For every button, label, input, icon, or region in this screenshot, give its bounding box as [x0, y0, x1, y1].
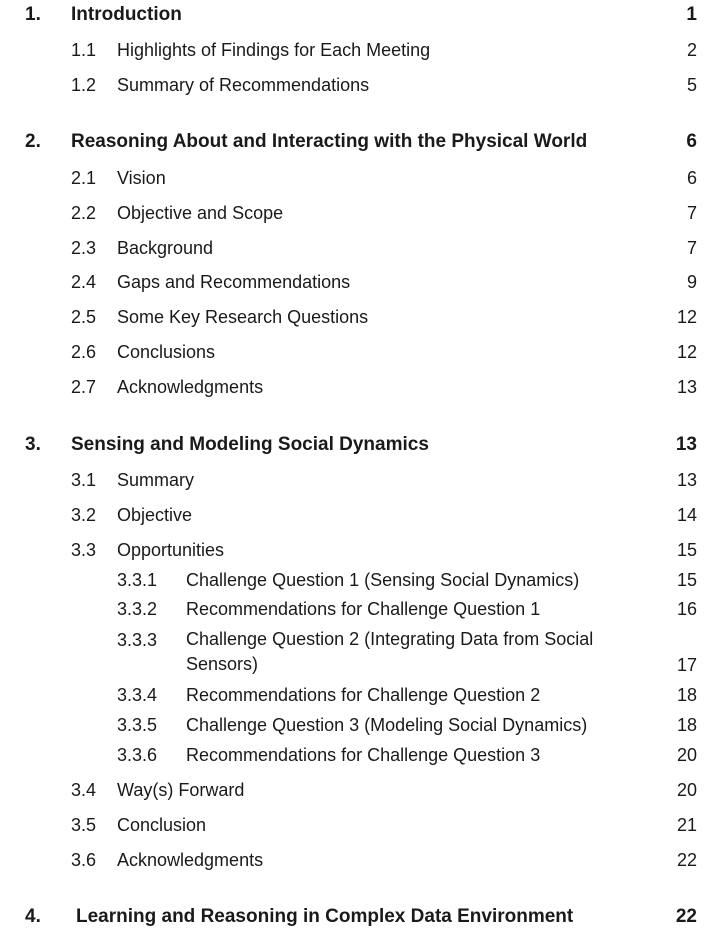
- toc-page: 20: [676, 745, 697, 765]
- toc-page: 22: [676, 850, 697, 870]
- toc-number: 2.: [25, 131, 41, 152]
- toc-title: Learning and Reasoning in Complex Data Environment: [76, 906, 574, 927]
- toc-page: 15: [676, 540, 697, 560]
- toc-title: Highlights of Findings for Each Meeting: [117, 40, 431, 60]
- toc-page: 13: [676, 470, 697, 490]
- toc-number: 4.: [25, 906, 41, 927]
- toc-number: 1.1: [71, 40, 97, 60]
- toc-number: 1.: [25, 4, 41, 25]
- toc-number: 3.: [25, 434, 41, 455]
- toc-title: Acknowledgments: [117, 850, 264, 870]
- toc-number: 3.5: [71, 815, 97, 835]
- toc-number: 1.2: [71, 75, 97, 95]
- toc-number: 3.3.4: [117, 685, 158, 705]
- toc-title: Summary: [117, 470, 195, 490]
- toc-number: 2.6: [71, 342, 97, 362]
- toc-number: 2.5: [71, 307, 97, 327]
- toc-page: 21: [676, 815, 697, 835]
- toc-title: Conclusion: [117, 815, 207, 835]
- toc-number: 3.3: [71, 540, 97, 560]
- toc-page: 18: [676, 715, 697, 735]
- toc-page: 2: [686, 40, 697, 60]
- toc-number: 3.3.5: [117, 715, 158, 735]
- toc-number: 2.7: [71, 377, 97, 397]
- toc-title: Vision: [117, 168, 166, 188]
- toc-page: 15: [676, 570, 697, 590]
- toc-page: 20: [676, 780, 697, 800]
- toc-title: Challenge Question 2 (Integrating Data from Social Sensors): [186, 629, 594, 674]
- toc-page: 13: [676, 377, 697, 397]
- toc-title: Summary of Recommendations: [117, 75, 370, 95]
- toc-page: 6: [686, 131, 697, 152]
- toc-title: Opportunities: [117, 540, 225, 560]
- toc-page: 17: [676, 655, 697, 675]
- toc-page: 5: [686, 75, 697, 95]
- toc-title: Objective and Scope: [117, 203, 284, 223]
- toc-number: 2.2: [71, 203, 97, 223]
- toc-title: Challenge Question 1 (Sensing Social Dynamics): [186, 570, 580, 590]
- toc-title: Some Key Research Questions: [117, 307, 369, 327]
- toc-page: 13: [675, 434, 697, 455]
- toc-number: 3.3.3: [117, 630, 158, 650]
- toc-page: 7: [686, 203, 697, 223]
- toc-title: Recommendations for Challenge Question 2: [186, 685, 541, 705]
- toc-page: 18: [676, 685, 697, 705]
- toc-title: Recommendations for Challenge Question 3: [186, 745, 541, 765]
- toc-title: Conclusions: [117, 342, 216, 362]
- toc-title: Background: [117, 238, 214, 258]
- toc-number: 3.1: [71, 470, 97, 490]
- toc-title: Acknowledgments: [117, 377, 264, 397]
- toc-title: Gaps and Recommendations: [117, 272, 351, 292]
- toc-number: 3.3.2: [117, 599, 158, 619]
- toc-title: Way(s) Forward: [117, 780, 245, 800]
- toc-title: Recommendations for Challenge Question 1: [186, 599, 541, 619]
- toc-page: 14: [676, 505, 697, 525]
- toc-number: 3.3.6: [117, 745, 158, 765]
- toc-page: 7: [686, 238, 697, 258]
- toc-title: Objective: [117, 505, 193, 525]
- toc-number: 2.4: [71, 272, 97, 292]
- toc-number: 2.3: [71, 238, 97, 258]
- toc-number: 3.3.1: [117, 570, 158, 590]
- toc-page: 1: [686, 4, 697, 25]
- toc-title: Introduction: [71, 4, 182, 25]
- toc-page: 22: [675, 906, 697, 927]
- toc-title: Challenge Question 3 (Modeling Social Dynamics): [186, 715, 588, 735]
- toc-number: 3.4: [71, 780, 97, 800]
- toc-page: 6: [686, 168, 697, 188]
- toc-number: 3.2: [71, 505, 97, 525]
- toc-page: 9: [686, 272, 697, 292]
- toc-number: 2.1: [71, 168, 97, 188]
- toc-page: 16: [676, 599, 697, 619]
- toc-number: 3.6: [71, 850, 97, 870]
- toc-page: 12: [676, 342, 697, 362]
- toc-title: Reasoning About and Interacting with the Physical World: [71, 131, 588, 152]
- toc-title: Sensing and Modeling Social Dynamics: [71, 434, 429, 455]
- toc-page: 12: [676, 307, 697, 327]
